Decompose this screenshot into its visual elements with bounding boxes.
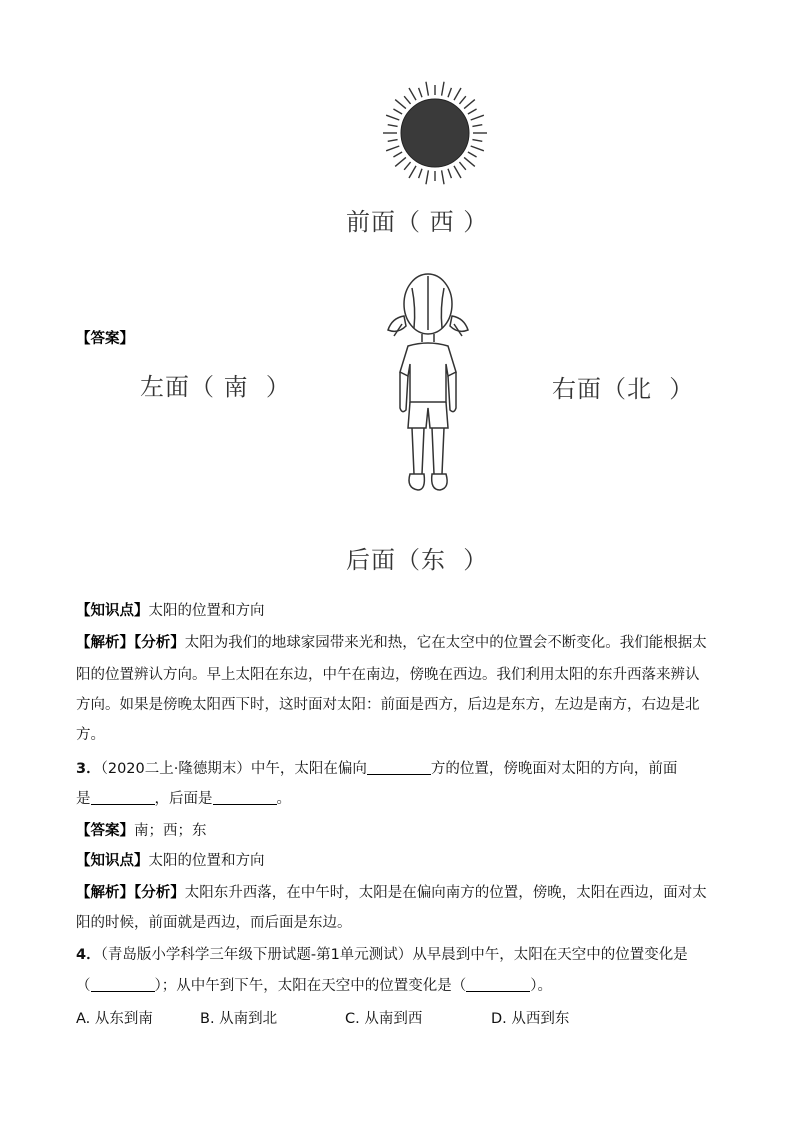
child-back-view-icon <box>378 268 478 504</box>
child-illustration <box>378 268 478 504</box>
sun-ray <box>395 100 406 109</box>
q4-option-d[interactable]: D. 从西到东 <box>491 1011 570 1027</box>
q4-question-line2: （ ）；从中午到下午，太阳在天空中的位置变化是（ ）。 <box>76 978 552 994</box>
sun-ray <box>454 88 461 100</box>
sun-ray <box>459 162 465 170</box>
sun-ray <box>471 115 484 120</box>
sun-ray <box>459 96 465 104</box>
answer-tag: 【答案】 <box>76 331 134 347</box>
sun-ray <box>419 88 422 97</box>
q3-answer: 【答案】南；西；东 <box>76 823 207 839</box>
sun-ray <box>426 82 428 96</box>
q4-blank-2[interactable] <box>466 977 530 992</box>
left-label: 左面（ 南 ） <box>140 373 291 401</box>
sun-ray <box>442 82 444 96</box>
sun-ray <box>395 157 406 166</box>
sun-ray <box>448 88 451 97</box>
q3-question-line2: 是 ，后面是 。 <box>76 791 291 807</box>
sun-ray <box>464 100 475 109</box>
sun-ray <box>393 109 402 114</box>
sun-ray <box>404 162 410 170</box>
q2-analysis: 【解析】【分析】太阳为我们的地球家园带来光和热，它在太空中的位置会不断变化。我们能根据太 <box>76 635 707 651</box>
sun-ray <box>448 169 451 178</box>
sun-ray <box>468 109 477 114</box>
sun-ray <box>386 146 399 151</box>
sun-ray <box>472 140 482 142</box>
q3-question: 3．（2020二上·隆德期末）中午，太阳在偏向 方的位置，傍晚面对太阳的方向，前面 <box>76 761 678 777</box>
right-label: 右面（北 ） <box>552 375 695 403</box>
q4-option-b[interactable]: B. 从南到北 <box>200 1011 278 1027</box>
q3-blank-1[interactable] <box>367 760 431 775</box>
sun-ray <box>468 152 477 157</box>
sun-ray <box>419 169 422 178</box>
sun-icon <box>380 78 490 188</box>
q4-question: 4．（青岛版小学科学三年级下册试题-第1单元测试）从早晨到中午，太阳在天空中的位置变化是 <box>76 947 688 963</box>
sun-ray <box>464 157 475 166</box>
back-label: 后面（东 ） <box>346 546 489 574</box>
sun-ray <box>454 166 461 178</box>
sun-ray <box>471 146 484 151</box>
q2-analysis-line4: 方。 <box>76 727 105 743</box>
sun-ray <box>442 170 444 184</box>
q3-analysis-line2: 阳的时候，前面就是西边，而后面是东边。 <box>76 915 352 931</box>
sun-ray <box>404 96 410 104</box>
sun-ray <box>472 125 482 127</box>
q3-analysis: 【解析】【分析】太阳东升西落，在中午时，太阳是在偏向南方的位置，傍晚，太阳在西边，面对太 <box>76 885 707 901</box>
sun-ray <box>386 115 399 120</box>
sun-illustration <box>380 78 490 188</box>
sun-ray <box>426 170 428 184</box>
q4-option-a[interactable]: A. 从东到南 <box>76 1011 153 1027</box>
q4-blank-1[interactable] <box>91 977 155 992</box>
sun-ray <box>409 88 416 100</box>
sun-ray <box>388 140 398 142</box>
sun-ray <box>393 152 402 157</box>
q2-analysis-line2: 阳的位置辨认方向。早上太阳在东边，中午在南边，傍晚在西边。我们利用太阳的东升西落来辨认 <box>76 667 700 683</box>
sun-ray <box>388 125 398 127</box>
q2-knowledge: 【知识点】太阳的位置和方向 <box>76 603 265 619</box>
q3-blank-2[interactable] <box>91 790 155 805</box>
q3-knowledge: 【知识点】太阳的位置和方向 <box>76 853 265 869</box>
sun-ray <box>409 166 416 178</box>
q3-blank-3[interactable] <box>213 790 277 805</box>
q2-analysis-line3: 方向。如果是傍晚太阳西下时，这时面对太阳：前面是西方，后边是东方，左边是南方，右边是北 <box>76 697 700 713</box>
q4-option-c[interactable]: C. 从南到西 <box>345 1011 423 1027</box>
front-label: 前面（ 西 ） <box>346 208 489 236</box>
